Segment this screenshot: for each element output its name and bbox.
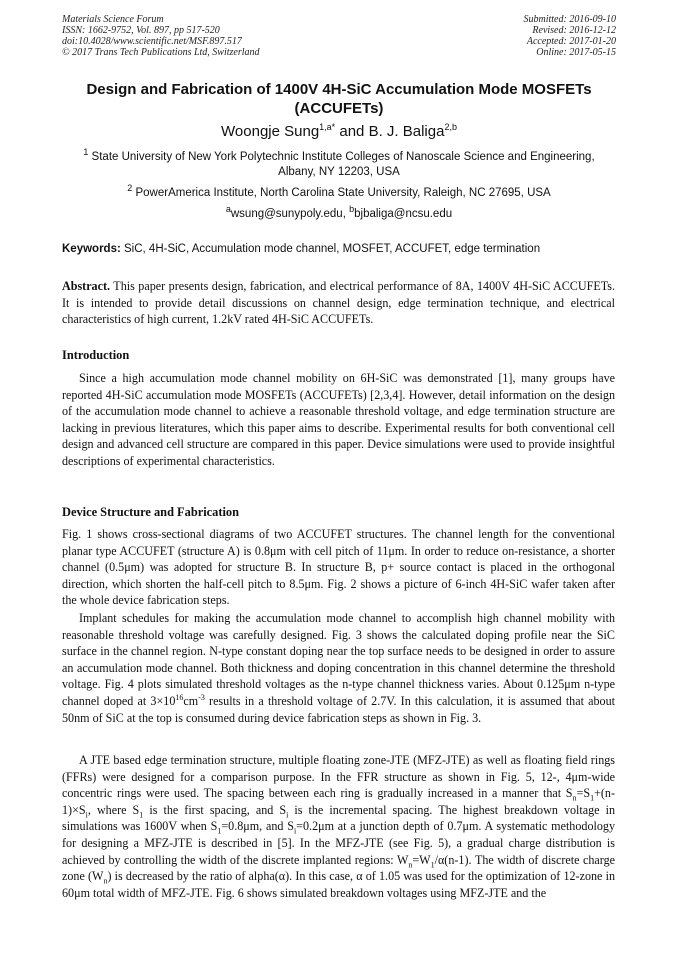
email-b-marker: b xyxy=(349,204,355,215)
author-separator: and xyxy=(335,123,369,140)
author-2-affiliation-marker: 2,b xyxy=(444,122,457,132)
submitted-date: Submitted: 2016-09-10 xyxy=(523,14,616,25)
abstract-label: Abstract. xyxy=(62,279,111,293)
p3-subscript-2: 1 xyxy=(590,793,595,803)
p3-part-e: is the first spacing, and S xyxy=(143,802,287,817)
p3-part-a: A JTE based edge termination structure, multiple floating zone-JTE (MFZ-JTE) as well as floating field rings (FFRs) were designed for a comparison purpose. In the FFR structure as shown in Fig. 5, 12-, 4μm-wide concentric rings were used. The spacing between each ring is gradually increased in a manner that S xyxy=(62,753,615,801)
p2-part-a: Implant schedules for making the accumulation mode channel to accomplish high channel mobility with reasonable threshold voltage was carefully designed. Fig. 3 shows the calculated doping profile near the SiC surface in the channel region. N-type constant doping near the top surface needs to be designed in order to assure an accumulation mode channel. Both thickness and doping concentration in this channel determine the threshold voltage. Fig. 4 plots simulated threshold voltages as the n-type channel thickness varies. About 0.125μm n-type channel doped at 3×10 xyxy=(62,611,615,708)
doi-line: doi:10.4028/www.scientific.net/MSF.897.517 xyxy=(62,36,242,47)
keywords xyxy=(62,242,622,257)
p3-part-h: =0.2μm at a junction depth of 0.7μm. A systematic methodology for designing a MFZ-JTE is described in [5]. In the MFZ-JTE (see Fig. 5), a gradual charge distribution is achieved by controlling the width of the discrete implanted regions: W xyxy=(62,819,615,867)
p3-part-b: =S xyxy=(576,786,591,801)
affiliation-1 xyxy=(80,147,598,180)
p3-subscript-10: n xyxy=(103,876,108,886)
issn-line: ISSN: 1662-9752, Vol. 897, pp 517-520 xyxy=(62,25,220,36)
author-2: B. J. Baliga xyxy=(368,123,445,140)
p2-part-c: results in a threshold voltage of 2.7V. In this calculation, it is assumed that about 50nm of SiC at the top is consumed during device fabrication steps as shown in Fig. 3. xyxy=(62,693,615,725)
device-paragraph-1: Fig. 1 shows cross-sectional diagrams of two ACCUFET structures. The channel length for the conventional planar type ACCUFET (structure A) is 0.8μm with cell pitch of 11μm. In order to reduce on-resistance, a shorter channel (0.5μm) was adopted for structure B. In structure B, p+ source contact is placed in the orthogonal direction, which shorten the half-cell pitch to 8.5μm. Fig. 2 shows a picture of 6-inch 4H-SiC wafer taken after the whole device fabrication steps. xyxy=(62,527,615,608)
p2-part-b: cm xyxy=(183,693,199,708)
p3-part-j: /α(n-1). The width of discrete charge zone (W xyxy=(62,852,615,884)
p3-subscript-4: 1 xyxy=(139,810,144,820)
section-heading-introduction: Introduction xyxy=(62,348,130,362)
p3-part-d: , where S xyxy=(87,802,140,817)
affiliation-2-text: PowerAmerica Institute, North Carolina State University, Raleigh, NC 27695, USA xyxy=(132,187,551,199)
email-b: bjbaliga@ncsu.edu xyxy=(354,208,453,220)
p3-part-i: =W xyxy=(412,852,431,867)
p3-subscript-8: n xyxy=(408,859,413,869)
p2-exponent-2: -3 xyxy=(198,692,205,702)
email-line xyxy=(40,204,638,222)
p3-subscript-3: i xyxy=(85,810,88,820)
online-date: Online: 2017-05-15 xyxy=(536,47,616,58)
affiliation-1-text: State University of New York Polytechnic Institute Colleges of Nanoscale Science and Engineering, Albany, NY 12203, USA xyxy=(88,151,595,178)
paper-title: Design and Fabrication of 1400V 4H-SiC Accumulation Mode MOSFETs (ACCUFETs) xyxy=(86,81,592,117)
keywords-text: SiC, 4H-SiC, Accumulation mode channel, MOSFET, ACCUFET, edge termination xyxy=(124,243,541,255)
email-a-marker: a xyxy=(225,204,231,215)
p3-subscript-1: n xyxy=(572,793,577,803)
affiliation-1-marker: 1 xyxy=(83,147,89,158)
p3-subscript-6: 1 xyxy=(217,826,222,836)
author-1-affiliation-marker: 1,a* xyxy=(319,122,336,132)
p3-part-k: ) is decreased by the ratio of alpha(α). In this case, α of 1.05 was used for the optimization of 12-zone in 60μm total width of MFZ-JTE. Fig. 6 shows simulated breakdown voltages using MFZ-JTE and the xyxy=(62,869,615,900)
author-1: Woongje Sung xyxy=(221,123,320,140)
affiliation-2-marker: 2 xyxy=(127,183,133,194)
p3-part-f: is the incremental spacing. The highest breakdown voltage in simulations was 1600V when S xyxy=(62,802,615,834)
abstract-text: This paper presents design, fabrication, and electrical performance of 8A, 1400V 4H-SiC ACCUFETs. It is intended to provide detail discussions on channel design, edge termination technique, and electrical characteristics of high current, 1.2kV rated 4H-SiC ACCUFETs. xyxy=(62,279,615,327)
copyright-line: © 2017 Trans Tech Publications Ltd, Switzerland xyxy=(62,47,260,58)
device-paragraph-2 xyxy=(62,610,615,726)
affiliation-2 xyxy=(40,183,638,201)
accepted-date: Accepted: 2017-01-20 xyxy=(526,36,616,47)
email-a: wsung@sunypoly.edu, xyxy=(230,208,350,220)
section-heading-device-structure: Device Structure and Fabrication xyxy=(62,505,240,519)
author-line xyxy=(40,122,638,142)
p2-exponent-1: 16 xyxy=(175,692,184,702)
abstract xyxy=(62,278,615,328)
p3-part-g: =0.8μm, and S xyxy=(221,819,294,834)
p3-subscript-9: 1 xyxy=(430,859,435,869)
journal-name: Materials Science Forum xyxy=(62,14,164,25)
journal-info xyxy=(62,14,260,58)
date-info xyxy=(524,14,617,58)
introduction-paragraph: Since a high accumulation mode channel mobility on 6H-SiC was demonstrated [1], many groups have reported 4H-SiC accumulation mode MOSFETs (ACCUFETs) [2,3,4]. However, detail information on the design of the accumulation mode channel to achieve a reasonable threshold voltage, and edge termination structure are lacking in previous literatures, which this paper aims to describe. Experimental results for both conventional cell design and advanced cell structure are compared in this paper. Device simulations were used to provide insightful descriptions of experimental characteristics. xyxy=(62,371,615,468)
device-paragraph-3 xyxy=(62,752,615,901)
revised-date: Revised: 2016-12-12 xyxy=(532,25,616,36)
keywords-label: Keywords: xyxy=(62,243,124,255)
p3-subscript-5: i xyxy=(286,810,289,820)
p3-part-c: +(n-1)×S xyxy=(62,786,615,817)
p3-subscript-7: i xyxy=(293,826,297,836)
